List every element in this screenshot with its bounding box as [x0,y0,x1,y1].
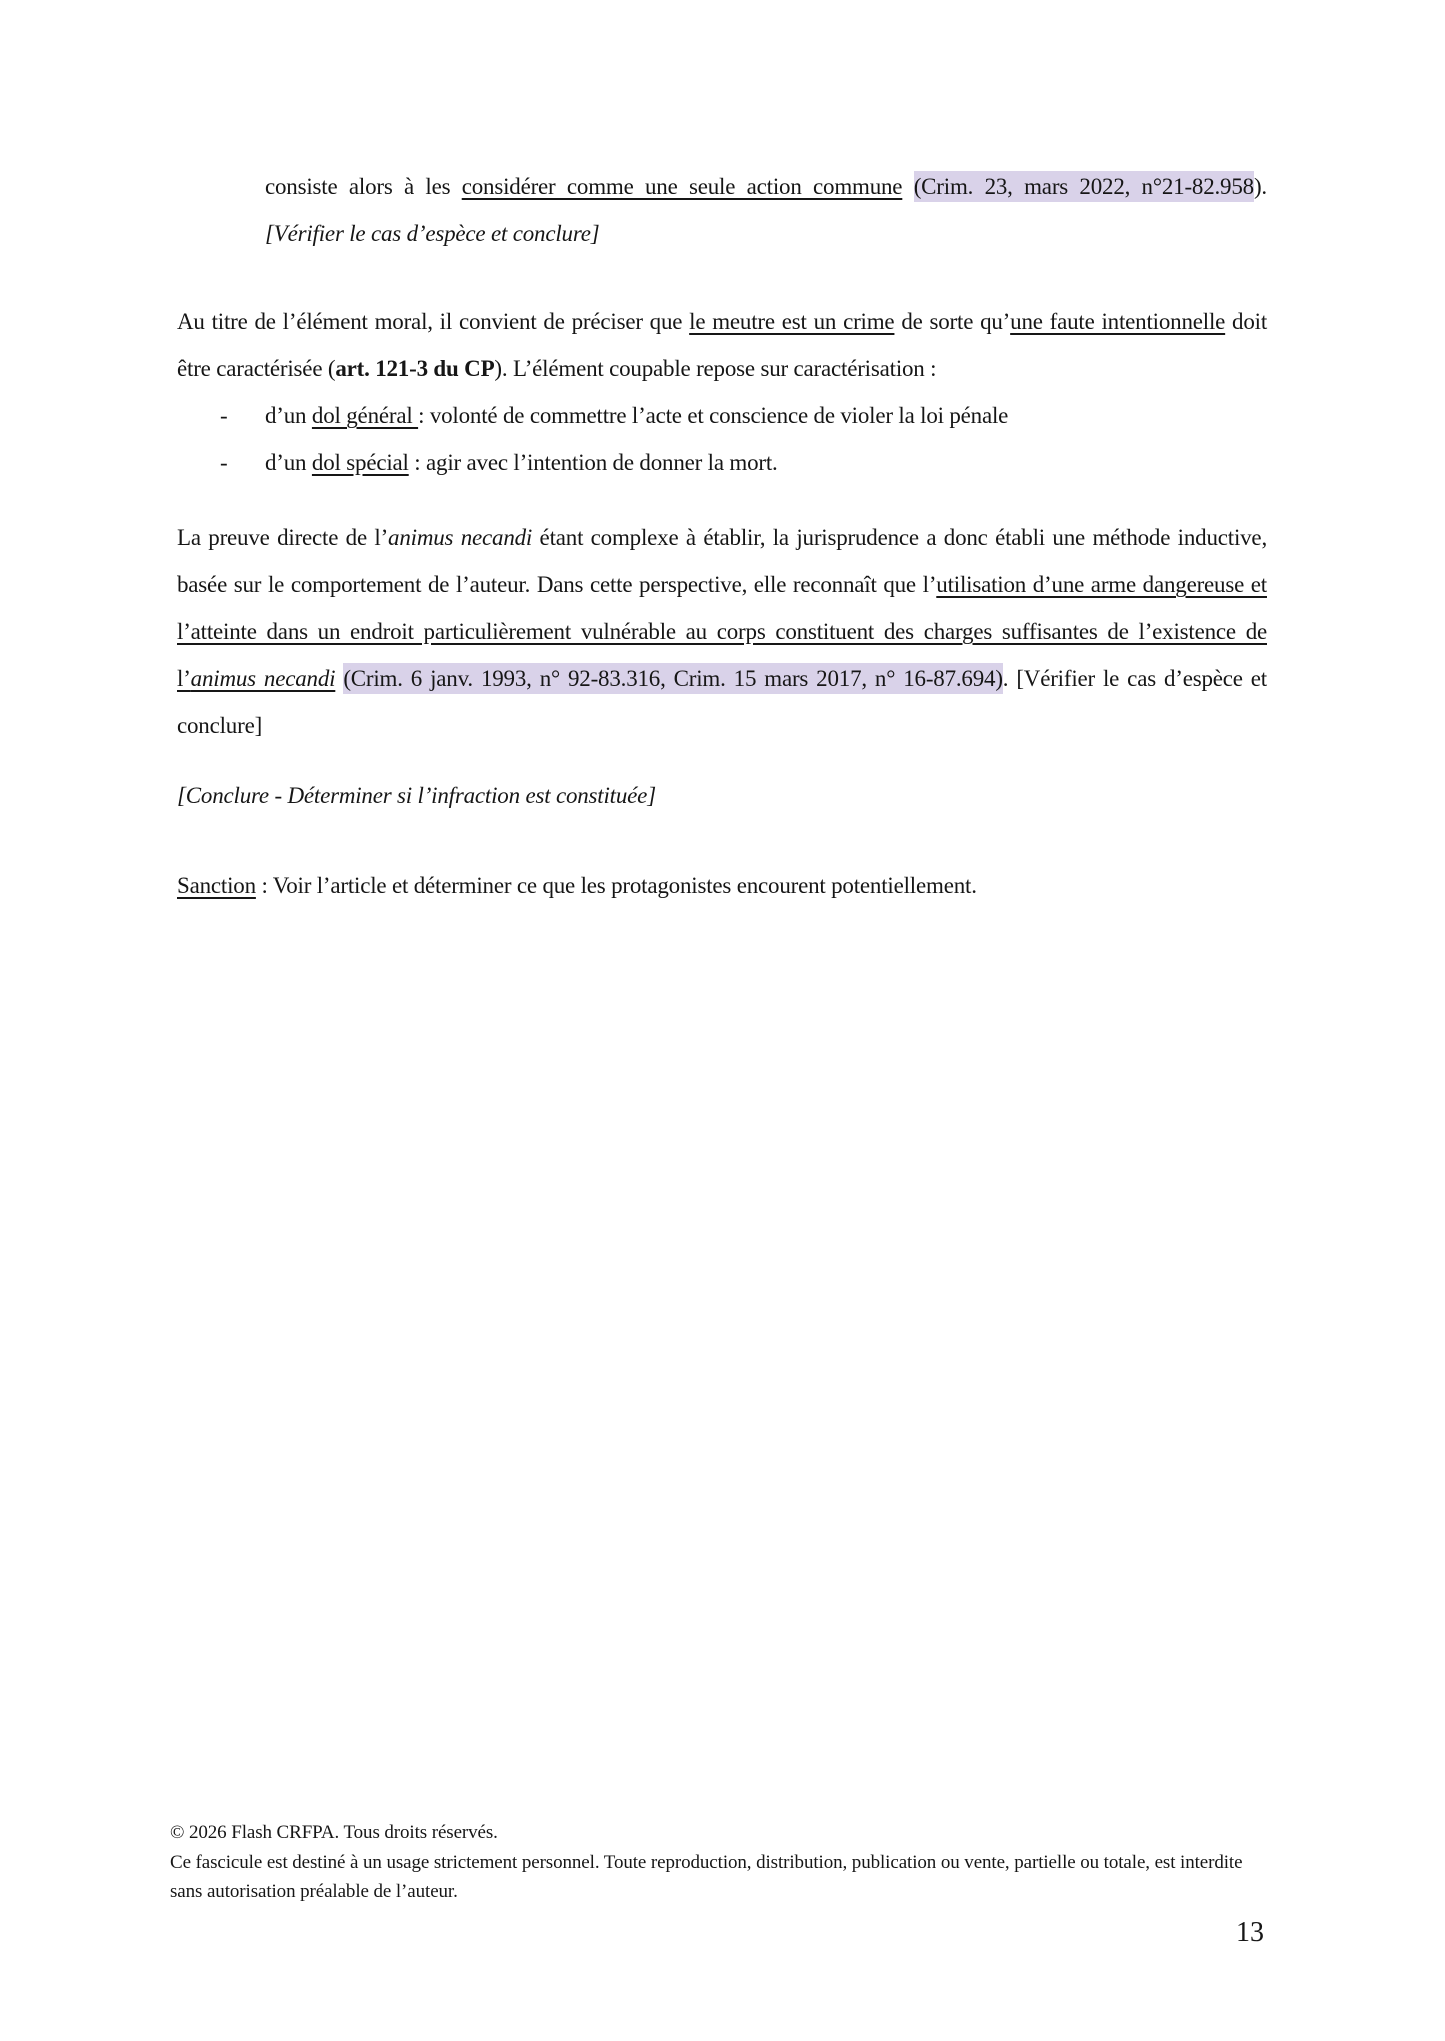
paragraph-continuation [265,163,1267,257]
text-segment: doit être caractérisée ( [177,309,1268,381]
conclusion-note [177,772,1267,819]
text-segment: ). [1253,174,1267,199]
page-content [177,163,1267,909]
text-segment: ). L’élément coupable repose sur caractérisation : [494,356,937,381]
text-segment: . [Vérifier le cas d’espèce et conclure] [177,666,1267,738]
footer-notice: Ce fascicule est destiné à un usage strictement personnel. Toute reproduction, distribution, publication ou vente, partielle ou totale, est interdite sans autorisation préalable de l’auteur. [170,1851,1243,1902]
text-segment [902,174,913,199]
sanction-line [177,862,1267,909]
text-segment: d’un [265,450,312,475]
bullet-text [265,403,1008,428]
text-segment: Sanction [177,873,256,898]
text-segment: dol général [311,403,419,428]
paragraph-animus-necandi [177,514,1267,749]
text-segment: une faute intentionnelle [1010,309,1226,334]
text-segment: dol spécial [311,450,409,475]
page-number: 13 [1236,1917,1264,1948]
footer-copyright: © 2026 Flash CRFPA. Tous droits réservés. [170,1822,498,1843]
page-footer [170,1818,1267,1907]
bullet-marker: - [220,403,228,428]
text-segment: utilisation d’une arme dangereuse et l’atteinte dans un endroit particulièrement vulnérable au corps constituent des charges suffisantes de l’existence de l’ [177,572,1267,691]
bullet-item-dol-general [177,392,1267,439]
text-segment: de sorte qu’ [894,309,1011,334]
text-segment: (Crim. 6 janv. 1993, n° 92-83.316, Crim. 15 mars 2017, n° 16-87.694) [343,663,1002,694]
bullet-item-dol-special [177,439,1267,486]
text-segment: : agir avec l’intention de donner la mort. [408,450,778,475]
text-segment: [Vérifier le cas d’espèce et conclure] [265,221,600,246]
text-segment: animus necandi [388,525,533,550]
bullet-marker: - [220,450,228,475]
dol-bullet-list [177,392,1267,486]
text-segment: consiste alors à les [265,174,462,199]
text-segment: Au titre de l’élément moral, il convient de préciser que [177,309,690,334]
text-segment: : Voir l’article et déterminer ce que les protagonistes encourent potentiellement. [255,873,977,898]
text-segment: : volonté de commettre l’acte et conscience de violer la loi pénale [418,403,1009,428]
paragraph-moral-element [177,298,1267,392]
text-segment: [Conclure - Déterminer si l’infraction est constituée] [177,783,656,808]
bullet-text [265,450,778,475]
text-segment: animus necandi [190,666,336,691]
text-segment: étant complexe à établir, la jurisprudence a donc établi une méthode inductive, basée sur le comportement de l’auteur. Dans cette perspective, elle reconnaît que l’ [177,525,1267,597]
text-segment: le meutre est un crime [689,309,895,334]
text-segment: (Crim. 23, mars 2022, n°21-82.958 [914,171,1254,202]
text-segment: considérer comme une seule action commune [461,174,903,199]
text-segment: La preuve directe de l’ [177,525,389,550]
text-segment: d’un [265,403,312,428]
text-segment: art. 121-3 du CP [335,356,495,381]
